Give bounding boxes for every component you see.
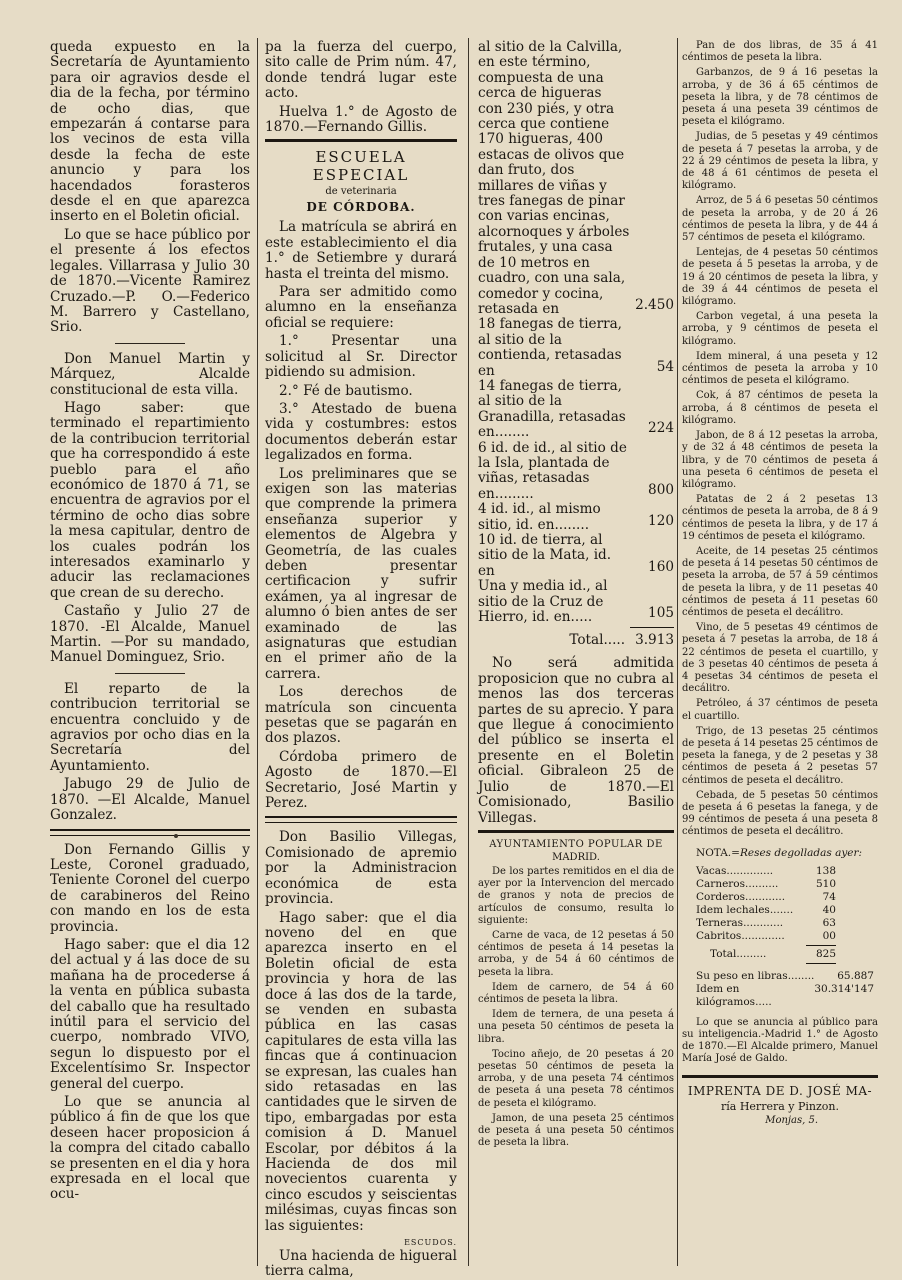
- property-description: al sitio de la Calvilla, en este término, compuesta de una cerca de higueras con 230 piés, y otra cerca que contiene 170 higueras, 400 estacas de olivos que dan fruto, dos millares de viñas y tres fanegas de pinar con varias encinas, alcornoques y árboles frutales, y una casa de 10 metros en cuadro, con una sala, comedor y cocina, retasada en: [478, 39, 630, 317]
- paragraph: 2.° Fé de bautismo.: [279, 382, 413, 399]
- property-amount: 54: [656, 358, 674, 375]
- property-row: [478, 533, 674, 579]
- ink-dot: [174, 834, 178, 838]
- column-2: [265, 39, 458, 1280]
- total-label: Total.........: [710, 947, 767, 960]
- separator: [115, 343, 185, 344]
- total-value: 3.913: [635, 632, 674, 649]
- paragraph: Lo que se anuncia al público para su inteligencia.-Madrid 1.° de Agosto de 1870.—El Alcalde primero, Manuel María José de Galdo.: [682, 1016, 878, 1065]
- paragraph: Pan de dos libras, de 35 á 41 céntimos de peseta la libra.: [682, 40, 878, 64]
- property-row: [478, 579, 674, 625]
- paragraph: Cok, á 87 céntimos de peseta la arroba, á 8 céntimos de peseta el kilógramo.: [682, 390, 878, 426]
- property-row: [478, 40, 674, 317]
- paragraph: Petróleo, á 37 céntimos de peseta el cuartillo.: [682, 698, 878, 722]
- column-rule: [257, 38, 258, 1266]
- notice-heading: Don Basilio Villegas, Comisionado de apremio por la Administracion económica de esta provincia.: [265, 829, 457, 908]
- weight-value: 65.887: [837, 969, 874, 982]
- notice-heading: Don Fernando Gillis y Leste, Coronel graduado, Teniente Coronel del cuerpo de carabineros del Reino con mando en los de esta provincia.: [50, 841, 250, 935]
- total-rule: [630, 627, 674, 628]
- paragraph: Judias, de 5 pesetas y 49 céntimos de peseta á 7 pesetas la arroba, y de 22 á 29 céntimos de peseta la libra, y de 48 á 61 céntimos de peseta el kilógramo.: [682, 131, 878, 192]
- paragraph: Idem de ternera, de una peseta á una peseta 50 céntimos de peseta la libra.: [478, 1009, 674, 1045]
- property-description: 6 id. de id., al sitio de la Isla, plantada de viñas, retasadas en.........: [478, 439, 627, 502]
- property-amount: 120: [648, 512, 674, 529]
- paragraph: Castaño y Julio 27 de 1870. -El Alcalde, Manuel Martin. —Por su mandado, Manuel Dominguez, Srio.: [50, 603, 250, 666]
- slaughter-value: 74: [822, 890, 836, 903]
- paragraph: Córdoba primero de Agosto de 1870.—El Secretario, José Martin y Perez.: [265, 748, 457, 812]
- slaughter-value: 138: [815, 864, 836, 877]
- property-amount: 2.450: [635, 296, 674, 313]
- slaughter-list: [696, 865, 836, 943]
- notice-heading: Don Manuel Martin y Márquez, Alcalde constitucional de esta villa.: [50, 350, 250, 398]
- slaughter-label: Carneros..........: [696, 877, 779, 890]
- paragraph: Para ser admitido como alumno en la enseñanza oficial se requiere:: [265, 284, 457, 331]
- weight-row: [696, 970, 874, 983]
- slaughter-row: [696, 917, 836, 930]
- weight-label: Idem en kilógramos.....: [696, 982, 772, 1008]
- paragraph: Lentejas, de 4 pesetas 50 céntimos de peseta á 5 pesetas la arroba, y de 19 á 20 céntimos de peseta la libra, y de 39 á 44 céntimos de peseta el kilógramo.: [682, 247, 878, 308]
- paragraph: Idem mineral, á una peseta y 12 céntimos de peseta la arroba y 10 céntimos de peseta el kilógramo.: [682, 350, 878, 387]
- property-description: 4 id. id., al mismo sitio, id. en........: [478, 501, 601, 533]
- paragraph: La matrícula se abrirá en este establecimiento el dia 1.° de Setiembre y durará hasta el treinta del mismo.: [265, 219, 457, 282]
- paragraph: De los partes remitidos en el dia de ayer por la Intervencion del mercado de granos y nota de precios de artículos de consumo, resulta lo siguiente:: [478, 865, 674, 926]
- column-4: [682, 40, 878, 1270]
- paragraph: Carne de vaca, de 12 pesetas á 50 céntimos de peseta á 14 pesetas la arroba, y de 54 á 60 céntimos de peseta la libra.: [478, 929, 674, 978]
- column-3: [478, 40, 674, 1270]
- column-rule: [677, 38, 678, 1266]
- weight-list: [696, 970, 874, 1009]
- paragraph: Huelva 1.° de Agosto de 1870.—Fernando Gillis.: [265, 103, 457, 136]
- sum-rule: [806, 945, 836, 946]
- property-description: 14 fanegas de tierra, al sitio de la Granadilla, retasadas en........: [478, 377, 626, 441]
- property-row: [478, 502, 674, 533]
- property-amount: 800: [648, 481, 674, 498]
- section-title: AYUNTAMIENTO POPULAR DE: [489, 838, 663, 850]
- paragraph: Lo que se anuncia al público á fin de que los que deseen hacer proposicion á la compra del citado caballo se presenten en el dia y hora expresada en el local que ocu-: [50, 1094, 250, 1203]
- property-row: [478, 317, 674, 379]
- paragraph: Hago saber: que el dia noveno del en que aparezca inserto en el Boletin oficial de esta provincia y hora de las doce á las dos de la tarde, se venden en subasta pública en las casas capitulares de esta villa las fincas que á continuacion se expresan, las cuales han sido retasadas en las cantidades que le sirven de tipo, embargadas por esta comision á D. Manuel Escolar, por débitos á la Hacienda de dos mil novecientos cuarenta y cinco escudos y seiscientas milésimas, cuyas fincas son las siguientes:: [265, 909, 457, 1234]
- slaughter-row: [696, 878, 836, 891]
- sum-rule: [806, 963, 836, 964]
- paragraph: Hago saber: que terminado el repartimiento de la contribucion territorial que ha correspondido á este pueblo para el año económico de 1870 á 71, se encuentra de agravios por el término de ocho dias sobre la mesa capitular, dentro de los cuales podrán los interesados examinarlo y aducir las reclamaciones que crean de su derecho.: [50, 399, 250, 601]
- slaughter-row: [696, 891, 836, 904]
- separator-thick: [478, 830, 674, 833]
- slaughter-row: [696, 930, 836, 943]
- property-amount: 224: [648, 420, 674, 437]
- slaughter-value: 63: [822, 916, 836, 929]
- note-title: Reses degolladas ayer:: [739, 846, 863, 859]
- paragraph: Garbanzos, de 9 á 16 pesetas la arroba, y de 36 á 65 céntimos de peseta la libra, y de 78 céntimos de peseta á una peseta 39 céntimos de peseta el kilógramo.: [682, 67, 878, 128]
- paragraph: Jabugo 29 de Julio de 1870. —El Alcalde, Manuel Gonzalez.: [50, 776, 250, 824]
- property-description: 10 id. de tierra, al sitio de la Mata, id. en: [478, 532, 612, 579]
- property-amount: 160: [648, 558, 674, 575]
- printer-address: Monjas, 5.: [765, 1115, 818, 1127]
- section-place: DE CÓRDOBA.: [306, 200, 416, 215]
- slaughter-label: Terneras............: [696, 916, 784, 929]
- paragraph: Vino, de 5 pesetas 49 céntimos de peseta á 7 pesetas la arroba, de 18 á 22 céntimos de peseta el cuartillo, y de 3 pesetas 40 céntimos de peseta á 4 pesetas 34 céntimos de peseta el decálitro.: [682, 622, 878, 695]
- separator-thick: [682, 1075, 878, 1078]
- printer-imprint-line2: ría Herrera y Pinzon.: [721, 1100, 839, 1114]
- paragraph: Tocino añejo, de 20 pesetas á 20 pesetas 50 céntimos de peseta la arroba, y de una peseta 74 céntimos de peseta á una peseta 78 céntimos de peseta el kilógramo.: [478, 1048, 674, 1109]
- total-value: 825: [815, 947, 836, 960]
- weight-label: Su peso en libras........: [696, 969, 815, 982]
- separator-double: [265, 816, 457, 823]
- paragraph: Cebada, de 5 pesetas 50 céntimos de peseta á 6 pesetas la fanega, y de 99 céntimos de peseta á una peseta 8 céntimos de peseta el decálitro.: [682, 789, 878, 838]
- paragraph: Patatas de 2 á 2 pesetas 13 céntimos de peseta la arroba, de 8 á 9 céntimos de peseta la libra, y de 17 á 19 céntimos de peseta el kilógramo.: [682, 494, 878, 542]
- paragraph: Los derechos de matrícula son cincuenta pesetas que se pagarán en dos plazos.: [265, 684, 457, 747]
- paragraph: queda expuesto en la Secretaría de Ayuntamiento para oir agravios desde el dia de la fecha, por término de ocho dias, que empezarán á contarse para los vecinos de esta villa desde la fecha de este anuncio y para los hacendados forasteros desde el en que aparezca inserto en el Boletin oficial.: [50, 39, 250, 225]
- paragraph: 3.° Atestado de buena vida y costumbres: estos documentos deberán estar legalizados en forma.: [265, 400, 457, 464]
- note-label: NOTA.=: [696, 846, 740, 859]
- separator-thick: [265, 139, 457, 142]
- slaughter-label: Corderos............: [696, 890, 786, 903]
- section-place: MADRID.: [552, 851, 600, 863]
- column-1: [50, 40, 250, 1270]
- property-description: 18 fanegas de tierra, al sitio de la contienda, retasadas en: [478, 316, 623, 379]
- separator: [115, 673, 185, 674]
- paragraph: Arroz, de 5 á 6 pesetas 50 céntimos de peseta la arroba, y de 20 á 26 céntimos de peseta la libra, y de 44 á 57 céntimos de peseta el kilógramo.: [682, 195, 878, 244]
- paragraph: No será admitida proposicion que no cubra al menos las dos terceras partes de su aprecio. Y para que llegue á conocimiento del público se inserta el presente en el Boletin oficial. Gibraleon 25 de Julio de 1870.—El Comisionado, Basilio Villegas.: [478, 655, 674, 826]
- slaughter-row: [696, 865, 836, 878]
- property-description: Una y media id., al sitio de la Cruz de Hierro, id. en.....: [478, 578, 608, 626]
- slaughter-value: 00: [822, 929, 836, 942]
- slaughter-value: 40: [822, 903, 836, 916]
- section-title: ESCUELA ESPECIAL: [312, 148, 410, 185]
- separator-double: [50, 829, 250, 836]
- note-heading: [696, 847, 878, 859]
- paragraph: Jamon, de una peseta 25 céntimos de peseta á una peseta 50 céntimos de peseta la libra.: [478, 1112, 674, 1149]
- total-row: [478, 632, 674, 648]
- paragraph: Idem de carnero, de 54 á 60 céntimos de peseta la libra.: [478, 981, 674, 1005]
- printer-imprint: IMPRENTA DE D. JOSÉ MA-: [687, 1084, 873, 1099]
- total-row: [696, 948, 836, 961]
- property-table: [478, 40, 674, 625]
- section-subtitle: de veterinaria: [325, 186, 397, 198]
- slaughter-value: 510: [815, 877, 836, 890]
- total-label: Total.....: [569, 632, 626, 649]
- weight-row: [696, 983, 874, 1009]
- weight-value: 30.314'147: [814, 982, 874, 995]
- paragraph: Aceite, de 14 pesetas 25 céntimos de peseta á 14 pesetas 50 céntimos de peseta la arroba, de 57 á 59 céntimos de peseta la libra, y de 11 pesetas 40 céntimos de peseta á 11 pesetas 60 céntimos de peseta el decálitro.: [682, 545, 878, 618]
- column-rule: [468, 38, 469, 1266]
- paragraph: Una hacienda de higueral tierra calma,: [265, 1248, 458, 1280]
- paragraph: Jabon, de 8 á 12 pesetas la arroba, y de 32 á 48 céntimos de peseta la libra, y de 70 céntimos de peseta á una peseta 6 céntimos de peseta el kilógramo.: [682, 430, 878, 490]
- currency-label: ESCUDOS.: [404, 1238, 457, 1248]
- paragraph: El reparto de la contribucion territorial se encuentra concluido y de agravios por ocho dias en la Secretaría del Ayuntamiento.: [50, 680, 250, 774]
- property-row: [478, 441, 674, 503]
- property-row: [478, 379, 674, 441]
- slaughter-total: [696, 945, 836, 964]
- property-amount: 105: [648, 605, 674, 622]
- slaughter-label: Idem lechales.......: [696, 903, 794, 916]
- paragraph: Carbon vegetal, á una peseta la arroba, y 9 céntimos de peseta el kilógramo.: [682, 311, 878, 347]
- slaughter-label: Cabritos.............: [696, 929, 785, 942]
- slaughter-row: [696, 904, 836, 917]
- paragraph: 1.° Presentar una solicitud al Sr. Director pidiendo su admision.: [265, 333, 457, 381]
- paragraph: Trigo, de 13 pesetas 25 céntimos de peseta á 14 pesetas 25 céntimos de peseta la fanega, y de 2 pesetas y 38 céntimos de peseta á 2 pesetas 57 céntimos de peseta el decálitro.: [682, 725, 878, 786]
- slaughter-label: Vacas..............: [696, 864, 774, 877]
- paragraph: Hago saber: que el dia 12 del actual y á las doce de su mañana ha de procederse á la venta en pública subasta del caballo que ha resultado inútil para el servicio del cuerpo, nombrado VIVO, segun lo dispuesto por el Excelentísimo Sr. Inspector general del cuerpo.: [50, 936, 250, 1092]
- paragraph: Lo que se hace público por el presente á los efectos legales. Villarrasa y Julio 30 de 1870.—Vicente Ramirez Cruzado.—P. O.—Federico M. Barrero y Castellano, Srio.: [50, 226, 250, 336]
- paragraph: Los preliminares que se exigen son las materias que comprende la primera enseñanza superior y elementos de Algebra y Geometría, de las cuales deben presentar certificacion y sufrir exámen, ya al ingresar de alumno ó bien antes de ser examinado de las asignaturas que estudian en el primer año de la carrera.: [265, 465, 457, 682]
- paragraph: pa la fuerza del cuerpo, sito calle de Prim núm. 47, donde tendrá lugar este acto.: [265, 39, 457, 102]
